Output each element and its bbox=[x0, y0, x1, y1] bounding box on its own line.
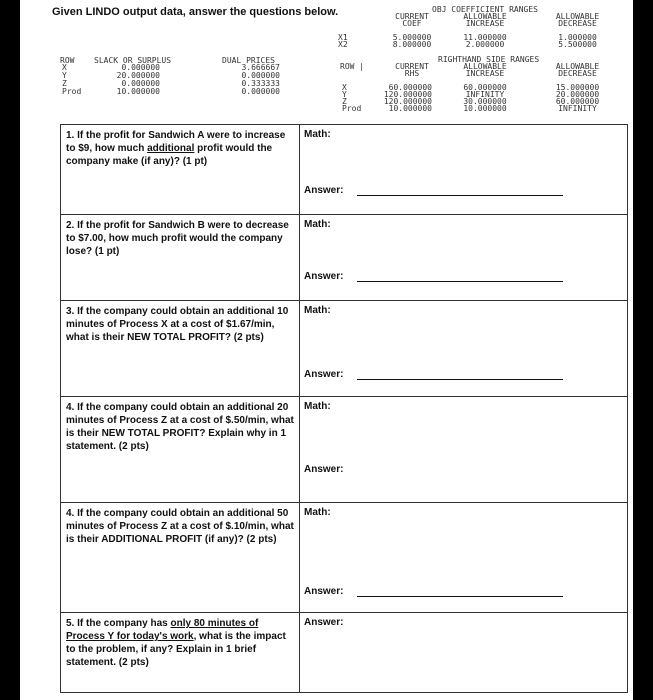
rhs-col-dec-2: DECREASE bbox=[558, 69, 597, 78]
worksheet-page bbox=[20, 0, 633, 700]
rhs-row-current: 10.000000 bbox=[388, 104, 432, 113]
obj-row-dec: 1.000000 bbox=[558, 33, 597, 42]
question-cell bbox=[61, 397, 300, 503]
slack-row-dual: 0.000000 bbox=[241, 87, 280, 96]
slack-row-label: Prod bbox=[62, 87, 82, 96]
slack-row-dual: 0.000000 bbox=[241, 71, 280, 80]
math-label: Math: bbox=[304, 401, 331, 412]
rhs-row-label: Prod bbox=[342, 104, 362, 113]
obj-row-var: X1 bbox=[338, 33, 348, 42]
question-5-text: 4. If the company could obtain an additional 50 minutes of Process Z at a cost of $.10/min, what is their ADDITIONAL PROFIT (if any)? (2 pts) bbox=[66, 508, 294, 545]
question-1-text: 1. If the profit for Sandwich A were to increase to $9, how much additional profit would the company make (if any)? (1 pt) bbox=[66, 130, 286, 167]
answer-cell[interactable] bbox=[300, 613, 628, 693]
question-row-2 bbox=[61, 215, 628, 301]
slack-row-dual: 0.333333 bbox=[241, 79, 280, 88]
rhs-row-label: Y bbox=[342, 90, 347, 99]
obj-col-current-1: CURRENT bbox=[395, 12, 429, 21]
answer-cell[interactable] bbox=[300, 125, 628, 215]
obj-row-inc: 2.000000 bbox=[465, 40, 505, 49]
rhs-row-current: 60.000000 bbox=[388, 83, 432, 92]
slack-col-slack: SLACK OR SURPLUS bbox=[94, 56, 172, 65]
rhs-row-dec: 20.000000 bbox=[555, 90, 600, 99]
slack-row-slack: 0.000000 bbox=[121, 79, 160, 88]
obj-row-inc: 11.000000 bbox=[463, 33, 507, 42]
answer-line[interactable] bbox=[357, 195, 563, 196]
answer-line[interactable] bbox=[357, 379, 563, 380]
math-label: Math: bbox=[304, 129, 331, 140]
rhs-row-inc: 10.000000 bbox=[463, 104, 507, 113]
rhs-col-inc-2: INCREASE bbox=[465, 69, 505, 78]
obj-col-inc-1: ALLOWABLE bbox=[463, 12, 507, 21]
obj-row-current: 5.000000 bbox=[392, 33, 432, 42]
rhs-row-inc: 30.000000 bbox=[463, 97, 507, 106]
math-label: Math: bbox=[304, 305, 331, 316]
obj-col-dec-2: DECREASE bbox=[558, 19, 597, 28]
answer-label: Answer: bbox=[304, 185, 344, 196]
rhs-col-inc-1: ALLOWABLE bbox=[463, 62, 507, 71]
answer-cell[interactable] bbox=[300, 215, 628, 301]
question-6-text: 5. If the company has only 80 minutes of Process Y for today's work, what is the impact to the problem, if any? Explain in 1 brief statement. (2 pts) bbox=[66, 618, 286, 668]
obj-col-dec-1: ALLOWABLE bbox=[555, 12, 600, 21]
question-cell bbox=[61, 301, 300, 397]
slack-row-slack: 20.000000 bbox=[116, 71, 160, 80]
slack-row-slack: 10.000000 bbox=[116, 87, 160, 96]
rhs-col-current-1: CURRENT bbox=[395, 62, 429, 71]
slack-col-row: ROW bbox=[60, 56, 75, 65]
rhs-row-label: Z bbox=[342, 97, 347, 106]
slack-row-dual: 3.666667 bbox=[241, 63, 280, 72]
question-row-6 bbox=[61, 613, 628, 693]
question-row-5 bbox=[61, 503, 628, 613]
answer-label: Answer: bbox=[304, 271, 344, 282]
question-cell bbox=[61, 613, 300, 693]
obj-row-var: X2 bbox=[338, 40, 348, 49]
rhs-row-inc: 60.000000 bbox=[463, 83, 507, 92]
question-row-3 bbox=[61, 301, 628, 397]
slack-row-label: X bbox=[62, 63, 67, 72]
answer-cell[interactable] bbox=[300, 301, 628, 397]
question-row-4 bbox=[61, 397, 628, 503]
question-cell bbox=[61, 125, 300, 215]
slack-row-label: Z bbox=[62, 79, 67, 88]
rhs-row-current: 120.000000 bbox=[383, 90, 432, 99]
rhs-row-label: X bbox=[342, 83, 347, 92]
slack-row-label: Y bbox=[62, 71, 67, 80]
rhs-row-dec: INFINITY bbox=[558, 104, 597, 113]
answer-label: Answer: bbox=[304, 617, 344, 628]
question-cell bbox=[61, 215, 300, 301]
rhs-col-row: ROW | bbox=[340, 62, 365, 71]
math-label: Math: bbox=[304, 219, 331, 230]
answer-line[interactable] bbox=[357, 596, 563, 597]
question-3-text: 3. If the company could obtain an additional 10 minutes of Process X at a cost of $1.67/min, what is their NEW TOTAL PROFIT? (2 pts) bbox=[66, 306, 289, 343]
answer-label: Answer: bbox=[304, 464, 344, 475]
question-cell bbox=[61, 503, 300, 613]
page-heading: Given LINDO output data, answer the questions below. bbox=[52, 6, 339, 18]
rhs-ranges-title: RIGHTHAND SIDE RANGES bbox=[438, 55, 540, 64]
obj-row-dec: 5.500000 bbox=[558, 40, 597, 49]
obj-col-inc-2: INCREASE bbox=[465, 19, 505, 28]
math-label: Math: bbox=[304, 507, 331, 518]
answer-label: Answer: bbox=[304, 586, 344, 597]
rhs-row-inc: INFINITY bbox=[465, 90, 505, 99]
answer-cell[interactable] bbox=[300, 397, 628, 503]
question-table bbox=[60, 124, 628, 693]
slack-col-dual: DUAL PRICES bbox=[222, 56, 275, 65]
rhs-row-dec: 15.000000 bbox=[555, 83, 600, 92]
rhs-col-dec-1: ALLOWABLE bbox=[555, 62, 600, 71]
question-2-text: 2. If the profit for Sandwich B were to decrease to $7.00, how much profit would the company lose? (1 pt) bbox=[66, 220, 289, 257]
obj-row-current: 8.000000 bbox=[392, 40, 432, 49]
obj-col-current-2: COEF bbox=[402, 19, 422, 28]
rhs-row-current: 120.000000 bbox=[383, 97, 432, 106]
answer-cell[interactable] bbox=[300, 503, 628, 613]
obj-ranges-title: OBJ COEFFICIENT RANGES bbox=[432, 5, 538, 14]
answer-label: Answer: bbox=[304, 369, 344, 380]
rhs-row-dec: 60.000000 bbox=[555, 97, 600, 106]
answer-line[interactable] bbox=[357, 281, 563, 282]
slack-row-slack: 0.000000 bbox=[121, 63, 160, 72]
question-row-1 bbox=[61, 125, 628, 215]
rhs-col-current-2: RHS bbox=[404, 69, 420, 78]
question-4-text: 4. If the company could obtain an additional 20 minutes of Process Z at a cost of $.50/min, what is their NEW TOTAL PROFIT? Explain why in 1 statement. (2 pts) bbox=[66, 402, 294, 452]
